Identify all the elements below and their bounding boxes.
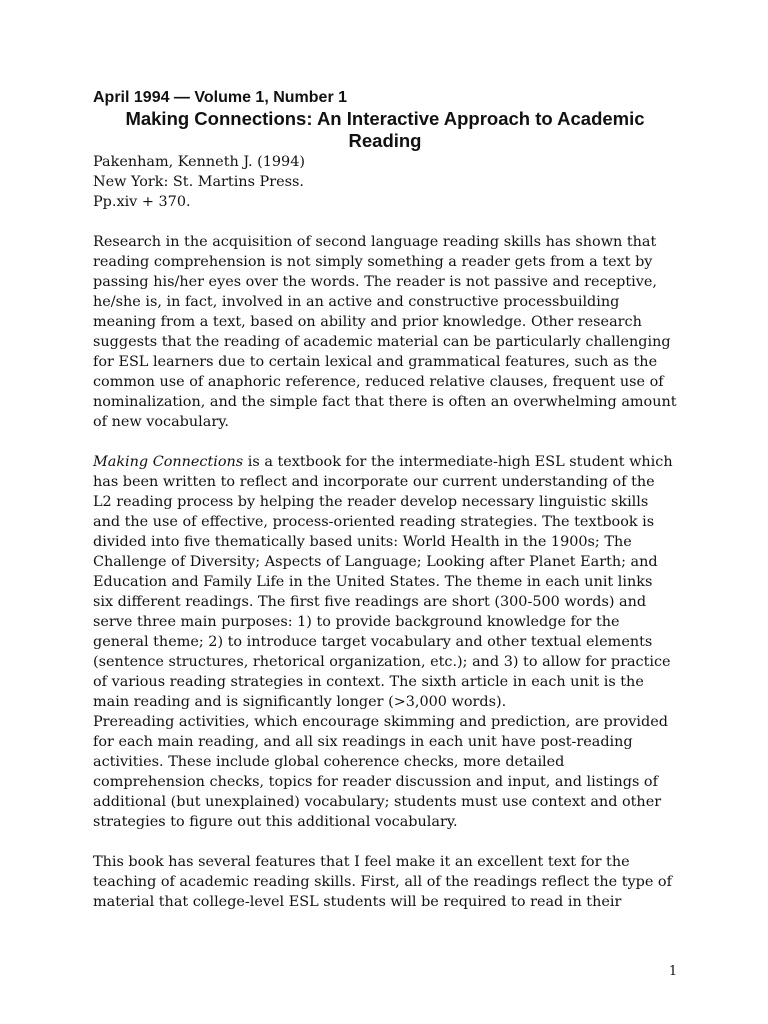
- citation-block: [93, 152, 677, 212]
- citation-author-year: Pakenham, Kenneth J. (1994): [93, 154, 305, 170]
- paragraph-research: Research in the acquisition of second language reading skills has shown that reading comprehension is not simply something a reader gets from a text by passing his/her eyes over the words. The reader is not passive and receptive, he/she is, in fact, involved in an active and constructive processbuilding meaning from a text, based on ability and prior knowledge. Other research suggests that the reading of academic material can be particularly challenging for ESL learners due to certain lexical and grammatical features, such as the common use of anaphoric reference, reduced relative clauses, frequent use of nominalization, and the simple fact that there is often an overwhelming amount of new vocabulary.: [93, 234, 677, 430]
- page-number: 1: [668, 964, 678, 979]
- citation-pages: Pp.xiv + 370.: [93, 194, 191, 210]
- paragraph-textbook-overview: [93, 452, 677, 712]
- book-title-italic: Making Connections: [93, 454, 244, 470]
- paragraph-gap: [93, 212, 677, 232]
- paragraph-textbook-overview-text: is a textbook for the intermediate-high ESL student which has been written to reflect and incorporate our current understanding of the L2 reading process by helping the reader develop necessary linguistic skills and the use of effective, process-oriented reading strategies. The textbook is divided into five thematically based units: World Health in the 1900s; The Challenge of Diversity; Aspects of Language; Looking after Planet Earth; and Education and Family Life in the United States. The theme in each unit links six different readings. The first five readings are short (300-500 words) and serve three main purposes: 1) to provide background knowledge for the general theme; 2) to introduce target vocabulary and other textual elements (sentence structures, rhetorical organization, etc.); and 3) to allow for practice of various reading strategies in context. The sixth article in each unit is the main reading and is significantly longer (>3,000 words).: [93, 454, 673, 710]
- citation-publisher: New York: St. Martins Press.: [93, 174, 304, 190]
- article-title: Making Connections: An Interactive Approach to Academic Reading: [125, 108, 645, 151]
- paragraph-gap: [93, 432, 677, 452]
- paragraph-gap: [93, 832, 677, 852]
- paragraph-features: This book has several features that I feel make it an excellent text for the teaching of academic reading skills. First, all of the readings reflect the type of material that college-level ESL students will be required to read in their: [93, 854, 672, 910]
- paragraph-prereading: Prereading activities, which encourage skimming and prediction, are provided for each main reading, and all six readings in each unit have post-reading activities. These include global coherence checks, more detailed comprehension checks, topics for reader discussion and input, and listings of additional (but unexplained) vocabulary; students must use context and other strategies to figure out this additional vocabulary.: [93, 714, 668, 830]
- document-page: [93, 88, 677, 912]
- issue-line: April 1994 — Volume 1, Number 1: [93, 89, 348, 106]
